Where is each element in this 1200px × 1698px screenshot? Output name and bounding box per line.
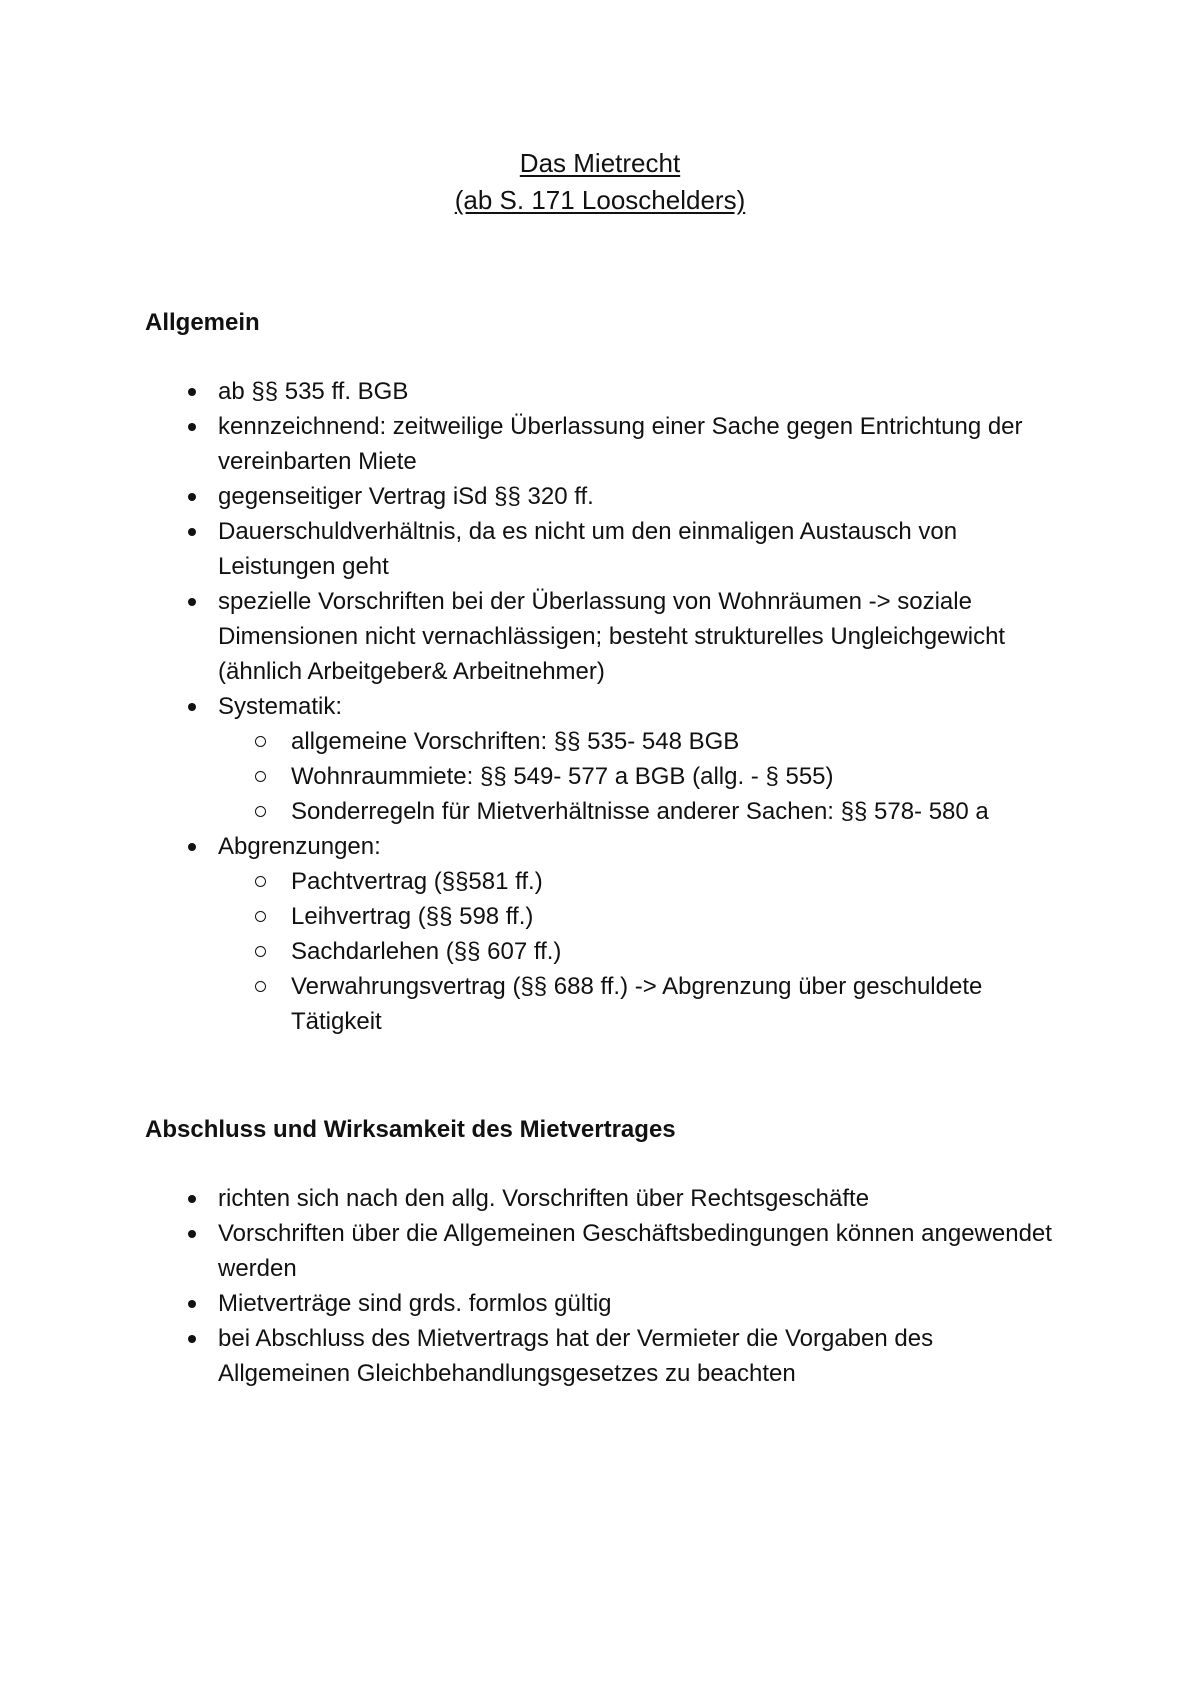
- title-line-2: (ab S. 171 Looschelders): [454, 185, 746, 215]
- bullet-icon: [188, 1195, 196, 1203]
- list-item-text: Vorschriften über die Allgemeinen Geschäftsbedingungen können angewendet werden: [218, 1220, 1052, 1282]
- title-line-1: Das Mietrecht: [519, 148, 681, 178]
- circle-bullet-icon: [255, 736, 266, 747]
- list-item-text: spezielle Vorschriften bei der Überlassung von Wohnräumen -> soziale Dimensionen nicht vernachlässigen; besteht strukturelles Ungleichgewicht (ähnlich Arbeitgeber& Arbeitnehmer): [218, 588, 1006, 685]
- sub-list-item: [218, 969, 1065, 1039]
- bullet-icon: [188, 703, 196, 711]
- bullet-icon: [188, 493, 196, 501]
- list-item-text: Abgrenzungen:: [218, 833, 381, 860]
- list-item: [145, 1286, 1065, 1321]
- circle-bullet-icon: [255, 771, 266, 782]
- bullet-icon: [188, 1300, 196, 1308]
- bullet-icon: [188, 1335, 196, 1343]
- sub-list-item: [218, 934, 1065, 969]
- sub-list-item: [218, 724, 1065, 759]
- circle-bullet-icon: [255, 946, 266, 957]
- bullet-icon: [188, 423, 196, 431]
- section-heading: Allgemein: [145, 309, 260, 336]
- list-item: [145, 829, 1065, 1039]
- list-item-text: bei Abschluss des Mietvertrags hat der Vermieter die Vorgaben des Allgemeinen Gleichbehandlungsgesetzes zu beachten: [218, 1325, 934, 1387]
- sub-list-item: [218, 864, 1065, 899]
- list-item-text: ab §§ 535 ff. BGB: [218, 378, 409, 405]
- bullet-icon: [188, 843, 196, 851]
- document-title: [0, 145, 1200, 219]
- circle-bullet-icon: [255, 981, 266, 992]
- list-item: [145, 1321, 1065, 1391]
- sub-list-item-text: Leihvertrag (§§ 598 ff.): [291, 903, 534, 930]
- sub-list-item-text: Wohnraummiete: §§ 549- 577 a BGB (allg. - § 555): [291, 763, 834, 790]
- bullet-list: [145, 374, 1065, 1039]
- bullet-icon: [188, 388, 196, 396]
- bullet-icon: [188, 528, 196, 536]
- circle-bullet-icon: [255, 806, 266, 817]
- list-item: [145, 374, 1065, 409]
- list-item: [145, 479, 1065, 514]
- list-item-text: Systematik:: [218, 693, 343, 720]
- list-item: [145, 514, 1065, 584]
- section-abschluss: [145, 1112, 1065, 1391]
- list-item: [145, 409, 1065, 479]
- bullet-list: [145, 1181, 1065, 1391]
- bullet-icon: [188, 598, 196, 606]
- list-item: [145, 1216, 1065, 1286]
- section-heading: Abschluss und Wirksamkeit des Mietvertrages: [145, 1116, 676, 1143]
- list-item: [145, 1181, 1065, 1216]
- bullet-icon: [188, 1230, 196, 1238]
- list-item: [145, 689, 1065, 829]
- list-item-text: gegenseitiger Vertrag iSd §§ 320 ff.: [218, 483, 594, 510]
- list-item-text: Mietverträge sind grds. formlos gültig: [218, 1290, 612, 1317]
- sub-list-item: [218, 794, 1065, 829]
- sub-list-item: [218, 899, 1065, 934]
- list-item: [145, 584, 1065, 689]
- list-item-text: richten sich nach den allg. Vorschriften über Rechtsgeschäfte: [218, 1185, 870, 1212]
- sub-list-item-text: Pachtvertrag (§§581 ff.): [291, 868, 543, 895]
- section-allgemein: [145, 305, 1065, 1039]
- sub-list-item-text: Verwahrungsvertrag (§§ 688 ff.) -> Abgrenzung über geschuldete Tätigkeit: [291, 973, 983, 1035]
- sub-list: [218, 864, 1065, 1039]
- circle-bullet-icon: [255, 876, 266, 887]
- list-item-text: kennzeichnend: zeitweilige Überlassung einer Sache gegen Entrichtung der vereinbarten Miete: [218, 413, 1023, 475]
- sub-list-item: [218, 759, 1065, 794]
- sub-list: [218, 724, 1065, 829]
- sub-list-item-text: allgemeine Vorschriften: §§ 535- 548 BGB: [291, 728, 740, 755]
- circle-bullet-icon: [255, 911, 266, 922]
- sub-list-item-text: Sonderregeln für Mietverhältnisse anderer Sachen: §§ 578- 580 a: [291, 798, 989, 825]
- list-item-text: Dauerschuldverhältnis, da es nicht um den einmaligen Austausch von Leistungen geht: [218, 518, 958, 580]
- sub-list-item-text: Sachdarlehen (§§ 607 ff.): [291, 938, 562, 965]
